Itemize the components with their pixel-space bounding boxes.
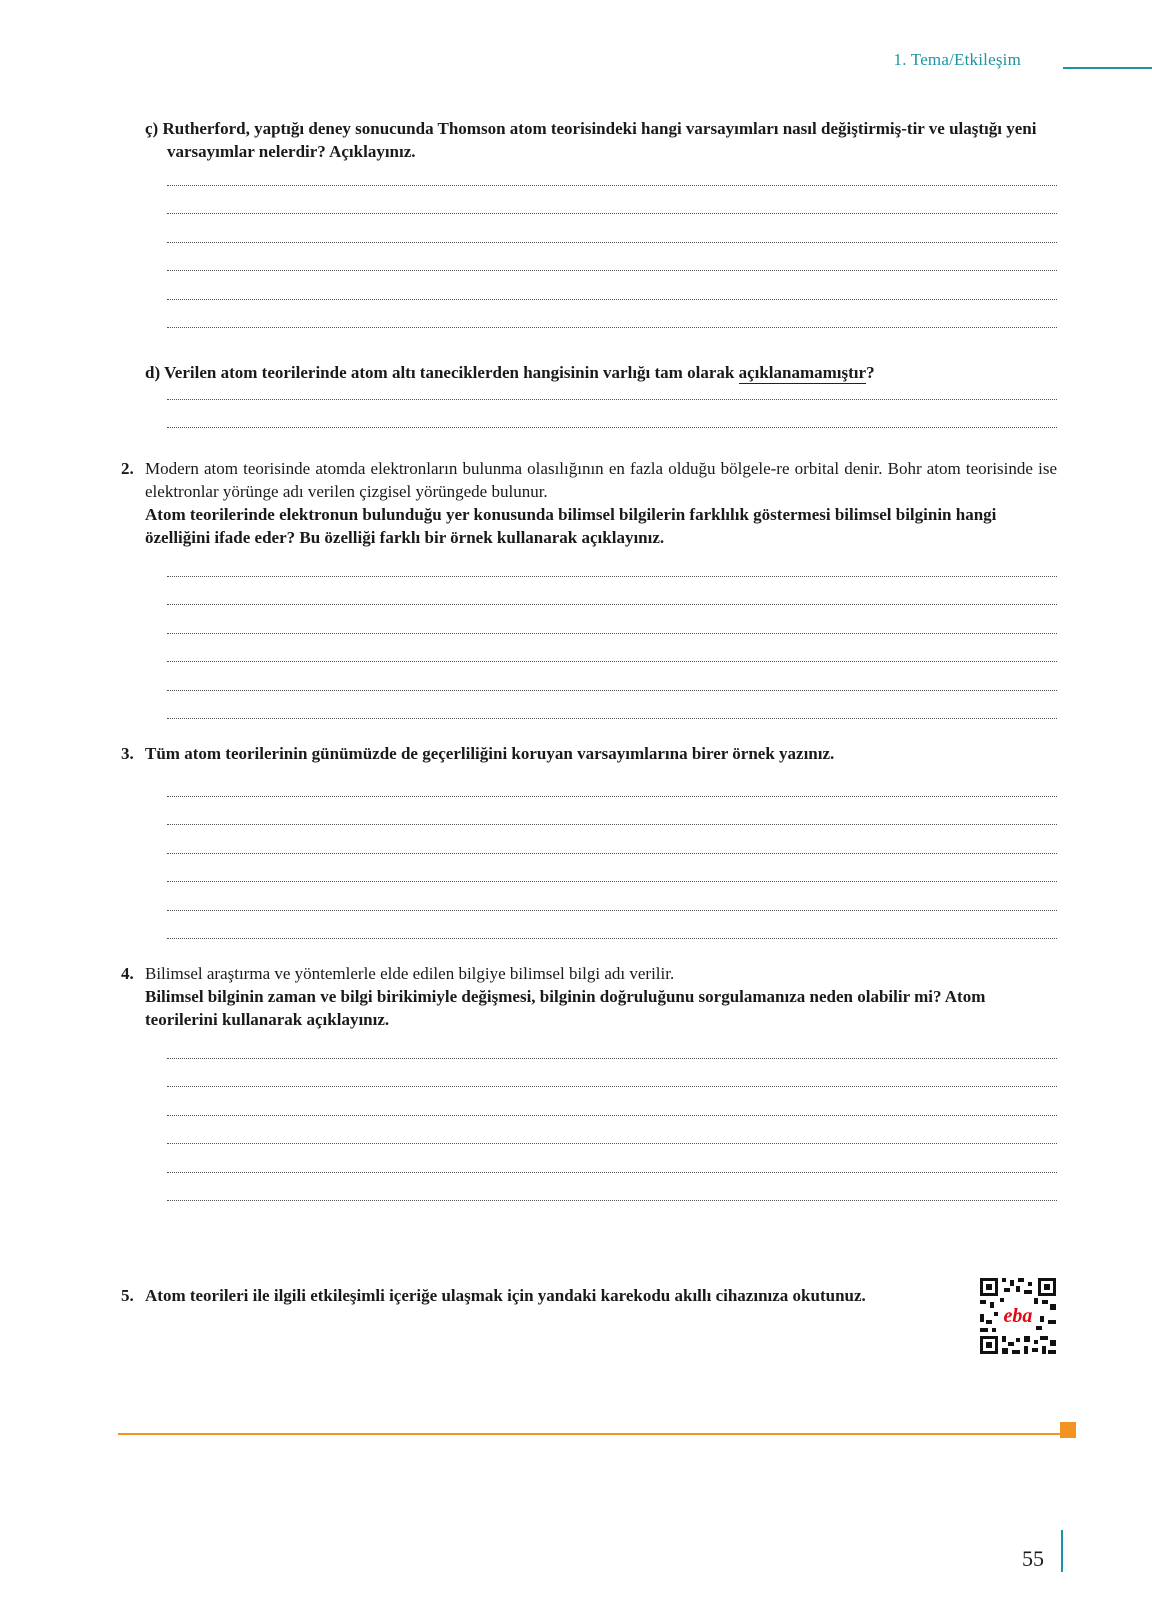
question-4: [121, 962, 1057, 1031]
question-3-text: Tüm atom teorilerinin günümüzde de geçerliliğini koruyan varsayımlarına birer örnek yazınız.: [145, 744, 835, 763]
question-3-label: 3.: [121, 744, 134, 763]
question-d-text: Verilen atom teorilerinde atom altı taneciklerden hangisinin varlığı tam olarak: [164, 363, 739, 382]
answer-line[interactable]: [167, 853, 1057, 854]
question-3: [121, 742, 1057, 765]
answer-line[interactable]: [167, 1115, 1057, 1116]
answer-line[interactable]: [167, 327, 1057, 328]
question-2: [121, 457, 1057, 549]
eba-logo: eba: [1003, 1305, 1033, 1327]
page-number: 55: [1022, 1546, 1044, 1571]
answer-line[interactable]: [167, 576, 1057, 577]
answer-line[interactable]: [167, 910, 1057, 911]
question-2-label: 2.: [121, 459, 134, 478]
answer-line[interactable]: [167, 1086, 1057, 1087]
header-rule: [1063, 67, 1152, 69]
answer-line[interactable]: [167, 1172, 1057, 1173]
answer-line[interactable]: [167, 1200, 1057, 1201]
answer-line[interactable]: [167, 399, 1057, 400]
answer-line[interactable]: [167, 881, 1057, 882]
answer-line[interactable]: [167, 1143, 1057, 1144]
question-2-text: Atom teorilerinde elektronun bulunduğu yer konusunda bilimsel bilgilerin farklılık göstermesi bilimsel bilginin hangi özelliğini ifade eder? Bu özelliği farklı bir örnek kullanarak açıklayınız.: [145, 505, 997, 547]
answer-line[interactable]: [167, 427, 1057, 428]
question-c-cedilla-label: ç): [145, 119, 159, 138]
question-4-label: 4.: [121, 964, 134, 983]
answer-line[interactable]: [167, 938, 1057, 939]
answer-line[interactable]: [167, 185, 1057, 186]
answer-line[interactable]: [167, 690, 1057, 691]
header-title: 1. Tema/Etkileşim: [893, 50, 1021, 69]
question-d-end: ?: [866, 363, 875, 382]
question-2-intro: Modern atom teorisinde atomda elektronların bulunma olasılığının en fazla olduğu bölgele-re orbital denir. Bohr atom teorisinde ise elektronlar yörünge adı verilen çizgisel yörüngede bulunur.: [145, 459, 1057, 501]
answer-line[interactable]: [167, 661, 1057, 662]
answer-line[interactable]: [167, 824, 1057, 825]
answer-line[interactable]: [167, 242, 1057, 243]
answer-line[interactable]: [167, 213, 1057, 214]
qr-code-icon[interactable]: [978, 1276, 1058, 1356]
page-number-bar: [1061, 1530, 1063, 1572]
answer-line[interactable]: [167, 299, 1057, 300]
question-d: [145, 361, 1057, 384]
answer-line[interactable]: [167, 718, 1057, 719]
footer-rule: [118, 1433, 1060, 1435]
question-4-text: Bilimsel bilginin zaman ve bilgi birikimiyle değişmesi, bilginin doğruluğunu sorgulamanıza neden olabilir mi? Atom teorilerini kullanarak açıklayınız.: [145, 987, 986, 1029]
answer-line[interactable]: [167, 1058, 1057, 1059]
answer-line[interactable]: [167, 796, 1057, 797]
question-d-underlined: açıklanamamıştır: [738, 363, 867, 382]
question-c-cedilla: [145, 117, 1079, 163]
question-c-cedilla-text: Rutherford, yaptığı deney sonucunda Thomson atom teorisindeki hangi varsayımları nasıl değiştirmiş-tir ve ulaştığı yeni varsayımlar nelerdir? Açıklayınız.: [162, 119, 1037, 161]
question-5-label: 5.: [121, 1286, 134, 1305]
question-5: [121, 1284, 925, 1307]
answer-line[interactable]: [167, 633, 1057, 634]
answer-line[interactable]: [167, 604, 1057, 605]
question-5-text: Atom teorileri ile ilgili etkileşimli içeriğe ulaşmak için yandaki karekodu akıllı cihazınıza okutunuz.: [145, 1286, 866, 1305]
question-4-intro: Bilimsel araştırma ve yöntemlerle elde edilen bilgiye bilimsel bilgi adı verilir.: [145, 964, 675, 983]
footer-square: [1060, 1422, 1076, 1438]
answer-line[interactable]: [167, 270, 1057, 271]
question-d-label: d): [145, 363, 161, 382]
